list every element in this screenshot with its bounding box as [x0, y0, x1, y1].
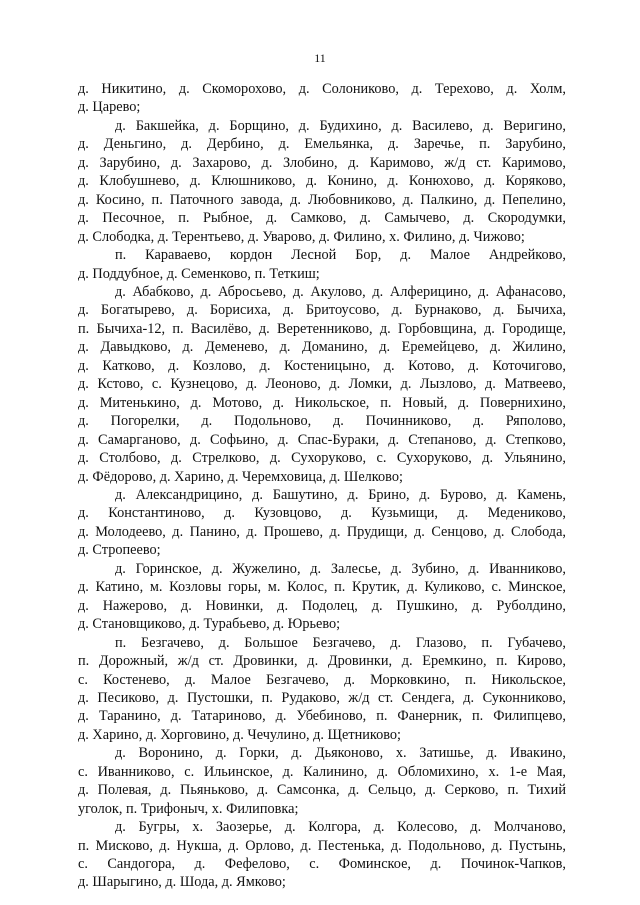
text-line: д. Слободка, д. Терентьево, д. Уварово, д. Филино, х. Филино, д. Чижово; — [78, 228, 525, 245]
text-line: д. Зарубино, д. Захарово, д. Злобино, д. Каримово, ж/д ст. Каримово, — [78, 154, 566, 171]
text-line: д. Нажерово, д. Новинки, д. Подолец, д. Пушкино, д. Руболдино, — [78, 597, 566, 614]
text-line: д. Царево; — [78, 99, 141, 116]
paragraph — [78, 744, 566, 818]
page-number: 11 — [314, 51, 326, 65]
paragraph — [78, 117, 566, 246]
text-line: д. Клобушнево, д. Клюшниково, д. Конино, д. Конюхово, д. Коряково, — [78, 173, 566, 190]
text-line: уголок, п. Трифоныч, х. Филиповка; — [78, 800, 299, 817]
paragraph — [78, 246, 566, 283]
text-line: д. Фёдорово, д. Харино, д. Черемховица, д. Шелково; — [78, 468, 403, 485]
paragraph — [78, 486, 566, 560]
paragraph — [78, 560, 566, 634]
text-line: с. Костенево, д. Малое Безгачево, д. Морковкино, п. Никольское, — [78, 671, 566, 688]
text-line: д. Самарганово, д. Софьино, д. Спас-Бураки, д. Степаново, д. Степково, — [78, 431, 566, 448]
text-line: д. Столбово, д. Стрелково, д. Сухоруково, с. Сухоруково, д. Ульянино, — [78, 450, 566, 467]
paragraph — [78, 634, 566, 745]
text-line: д. Воронино, д. Горки, д. Дьяконово, х. Затишье, д. Ивакино, — [115, 745, 566, 762]
text-line: д. Давыдково, д. Деменево, д. Доманино, д. Еремейцево, д. Жилино, — [78, 339, 566, 356]
text-line: д. Абабково, д. Абросьево, д. Акулово, д. Алферицино, д. Афанасово, — [115, 283, 566, 300]
paragraph — [78, 818, 566, 892]
text-line: д. Константиново, д. Кузовцово, д. Кузьмищи, д. Медениково, — [78, 505, 566, 522]
text-line: д. Косино, п. Паточного завода, д. Любовниково, д. Палкино, д. Пепелино, — [78, 191, 566, 208]
text-line: п. Караваево, кордон Лесной Бор, д. Малое Андрейково, — [115, 247, 566, 264]
text-line: д. Катково, д. Козлово, д. Костеницыно, д. Котово, д. Коточигово, — [78, 357, 566, 374]
text-line: п. Безгачево, д. Большое Безгачево, д. Глазово, п. Губачево, — [115, 634, 566, 651]
document-body — [78, 80, 566, 892]
text-line: с. Иванниково, с. Ильинское, д. Калинино, д. Обломихино, х. 1-е Мая, — [78, 763, 566, 780]
paragraph — [78, 283, 566, 486]
text-line: с. Сандогора, д. Фефелово, с. Фоминское, д. Починок-Чапков, — [78, 856, 566, 873]
text-line: д. Поддубное, д. Семенково, п. Теткиш; — [78, 265, 320, 282]
text-line: д. Стропеево; — [78, 542, 161, 559]
text-line: д. Бугры, х. Заозерье, д. Колгора, д. Колесово, д. Молчаново, — [115, 819, 566, 836]
text-line: д. Молодеево, д. Панино, д. Прошево, д. Прудищи, д. Сенцово, д. Слобода, — [78, 523, 566, 540]
text-line: д. Кстово, с. Кузнецово, д. Леоново, д. Ломки, д. Лызлово, д. Матвеево, — [78, 376, 566, 393]
paragraph — [78, 80, 566, 117]
text-line: д. Харино, д. Хорговино, д. Чечулино, д. Щетниково; — [78, 726, 402, 743]
text-line: д. Горинское, д. Жужелино, д. Залесье, д. Зубино, д. Иванниково, — [115, 560, 566, 577]
text-line: д. Становщиково, д. Турабьево, д. Юрьево; — [78, 616, 341, 633]
text-line: д. Никитино, д. Скоморохово, д. Солониково, д. Терехово, д. Холм, — [78, 81, 566, 97]
text-line: д. Катино, м. Козловы горы, м. Колос, п. Крутик, д. Куликово, с. Минское, — [78, 579, 566, 596]
text-line: д. Погорелки, д. Подольново, д. Починниково, д. Ряполово, — [78, 413, 566, 430]
text-line: д. Полевая, д. Пьяньково, д. Самсонка, д. Сельцо, д. Серково, п. Тихий — [78, 782, 566, 799]
text-line: д. Александрицино, д. Башутино, д. Брино, д. Бурово, д. Камень, — [115, 486, 566, 503]
text-line: д. Песочное, п. Рыбное, д. Самково, д. Самычево, д. Скородумки, — [78, 210, 566, 227]
text-line: д. Митенькино, д. Мотово, д. Никольское, п. Новый, д. Повернихино, — [78, 394, 566, 411]
text-line: д. Богатырево, д. Борисиха, д. Бритоусово, д. Бурнаково, д. Бычиха, — [78, 302, 566, 319]
text-line: п. Мисково, д. Нукша, д. Орлово, д. Пестенька, д. Подольново, д. Пустынь, — [78, 837, 566, 854]
text-line: п. Бычиха-12, п. Василёво, д. Веретенниково, д. Горбовщина, д. Городище, — [78, 320, 566, 337]
text-line: д. Песиково, д. Пустошки, п. Рудаково, ж/д ст. Сендега, д. Суконниково, — [78, 689, 566, 706]
text-line: д. Деньгино, д. Дербино, д. Емельянка, д. Заречье, п. Зарубино, — [78, 136, 566, 153]
text-line: д. Бакшейка, д. Борщино, д. Будихино, д. Василево, д. Веригино, — [115, 117, 566, 134]
text-line: д. Шарыгино, д. Шода, д. Ямково; — [78, 874, 286, 891]
text-line: п. Дорожный, ж/д ст. Дровинки, д. Дровинки, д. Еремкино, п. Кирово, — [78, 653, 566, 670]
text-line: д. Таранино, д. Татариново, д. Убебиново, п. Фанерник, п. Филипцево, — [78, 708, 566, 725]
